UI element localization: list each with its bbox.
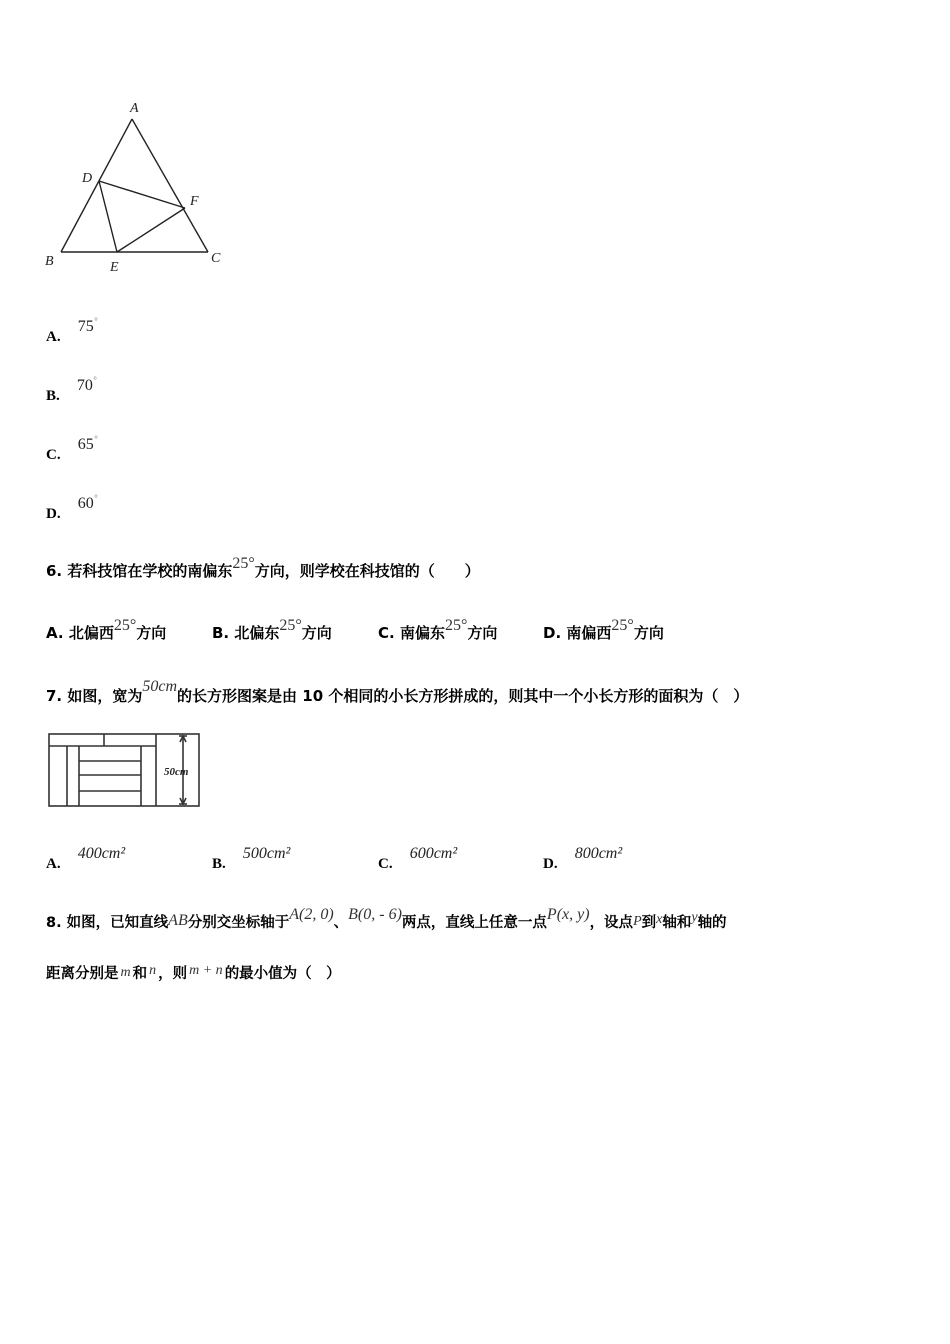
angle-value: 25° — [232, 555, 255, 572]
vertex-label-b: B — [45, 254, 54, 269]
option-value: 75 — [77, 318, 94, 335]
option-value: 70 — [76, 377, 93, 394]
q7-option-b[interactable] — [212, 843, 291, 872]
triangle-figure — [40, 95, 240, 280]
stem-text: 两点，直线上任意一点 — [401, 915, 547, 931]
stem-text: 距离分别是 — [46, 966, 119, 982]
q5-option-d[interactable] — [46, 493, 99, 522]
stem-text: ，设点 — [589, 915, 634, 931]
math-point-b: B(0, - 6) — [348, 906, 402, 923]
math-m-plus-n: m + n — [189, 963, 223, 978]
degree-mark: ° — [92, 376, 98, 387]
q5-option-c[interactable] — [46, 434, 99, 463]
stem-text: 轴和 — [662, 915, 692, 931]
option-text: 方向 — [633, 624, 664, 642]
option-value: 800cm² — [574, 845, 623, 862]
question-number: 8. — [46, 915, 62, 931]
vertex-label-f: F — [190, 194, 199, 209]
stem-text: 、 — [333, 915, 349, 931]
q6-stem — [46, 555, 480, 581]
stem-text: ，则 — [158, 966, 188, 982]
stem-text: 的最小值为（ ） — [224, 966, 341, 982]
option-text: 方向 — [301, 624, 332, 642]
degree-mark: ° — [93, 494, 99, 505]
option-text: 方向 — [136, 624, 167, 642]
option-label: B. — [46, 388, 60, 404]
q6-option-b[interactable] — [212, 617, 332, 643]
q7-option-a[interactable] — [46, 843, 126, 872]
vertex-label-a: A — [130, 101, 139, 116]
option-value: 600cm² — [409, 845, 458, 862]
option-value: 400cm² — [77, 845, 126, 862]
vertex-label-e: E — [110, 260, 119, 275]
stem-text: 如图，已知直线 — [66, 915, 169, 931]
option-text: 南偏西 — [566, 624, 612, 642]
angle-value: 25° — [611, 617, 634, 634]
degree-mark: ° — [93, 435, 99, 446]
option-text: 北偏西 — [68, 624, 114, 642]
option-value: 60 — [77, 495, 94, 512]
stem-text: 和 — [132, 966, 148, 982]
angle-value: 25° — [444, 617, 468, 634]
q8-stem-line2 — [46, 962, 341, 983]
math-n: n — [149, 963, 157, 978]
option-label: A. — [46, 329, 61, 345]
option-label: C. — [46, 447, 61, 463]
math-p: P — [633, 914, 642, 929]
q6-option-d[interactable] — [543, 617, 664, 643]
math-ab: AB — [168, 912, 188, 929]
option-value: 65 — [77, 436, 94, 453]
math-m: m — [120, 965, 131, 980]
stem-text: 方向，则学校在科技馆的（ ） — [254, 562, 480, 580]
q7-option-d[interactable] — [543, 843, 623, 872]
option-label: A. — [46, 624, 64, 642]
stem-text: 的长方形图案是由 10 个相同的小长方形拼成的，则其中一个小长方形的面积为（ ） — [177, 687, 749, 705]
angle-value: 25° — [279, 617, 302, 634]
math-point-a: A(2, 0) — [289, 906, 334, 923]
option-label: D. — [46, 506, 61, 522]
option-label: A. — [46, 856, 61, 872]
math-y: y — [691, 910, 698, 925]
stem-text: 如图，宽为 — [67, 687, 143, 705]
option-text: 北偏东 — [234, 624, 280, 642]
option-text: 方向 — [467, 624, 498, 642]
option-label: B. — [212, 856, 226, 872]
option-label: C. — [378, 624, 395, 642]
degree-mark: ° — [93, 317, 99, 328]
stem-text: 轴的 — [697, 915, 727, 931]
angle-value: 25° — [113, 617, 137, 634]
option-label: B. — [212, 624, 230, 642]
q5-option-a[interactable] — [46, 316, 99, 345]
option-text: 南偏东 — [399, 624, 445, 642]
stem-text: 分别交坐标轴于 — [187, 915, 290, 931]
math-point-p: P(x, y) — [546, 906, 590, 923]
q5-option-b[interactable] — [46, 375, 98, 404]
q7-option-c[interactable] — [378, 843, 458, 872]
q6-option-c[interactable] — [378, 617, 498, 643]
question-number: 7. — [46, 687, 63, 705]
rectangle-pattern-figure — [46, 731, 206, 811]
q8-stem-line1 — [46, 906, 727, 932]
vertex-label-c: C — [211, 251, 221, 266]
stem-text: 到 — [641, 915, 657, 931]
q7-stem — [46, 678, 749, 706]
option-label: D. — [543, 856, 558, 872]
question-number: 6. — [46, 562, 63, 580]
option-label: C. — [378, 856, 393, 872]
option-value: 500cm² — [242, 845, 291, 862]
stem-text: 若科技馆在学校的南偏东 — [67, 562, 233, 580]
figure-dimension-label: 50cm — [164, 766, 189, 778]
q6-option-a[interactable] — [46, 617, 167, 643]
width-value: 50cm — [142, 678, 178, 695]
vertex-label-d: D — [82, 171, 93, 186]
option-label: D. — [543, 624, 562, 642]
math-x: x — [656, 912, 663, 927]
